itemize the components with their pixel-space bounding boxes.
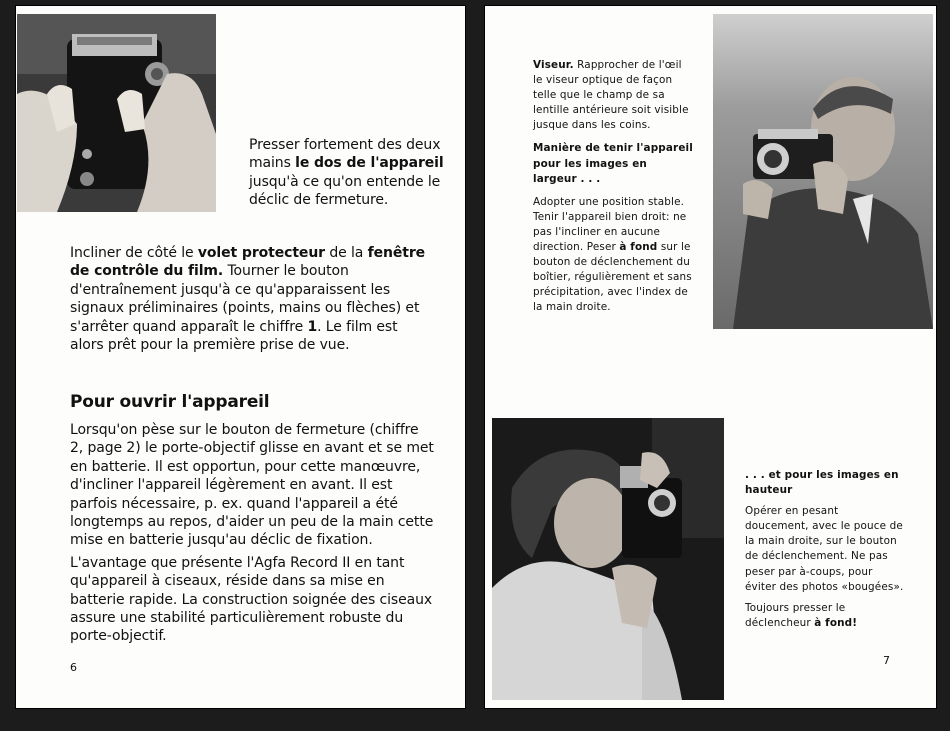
left-page	[16, 6, 465, 708]
heading-landscape-hold: Manière de tenir l'appareil pour les images en largeur . . .	[533, 142, 693, 185]
heading-portrait-hold: . . . et pour les images en hauteur	[745, 469, 899, 497]
paragraph-operer: Opérer en pesant doucement, avec le pouce de la main droite, sur le bouton de déclenchement. Ne pas peser par à-coups, pour éviter des photos «bougées».	[745, 505, 904, 593]
paragraph-open-camera	[70, 421, 434, 650]
right-page	[485, 6, 936, 708]
caption-close-camera: Presser fortement des deux mains le dos de l'appareil jusqu'à ce qu'on entende le déclic de fermeture.	[249, 137, 444, 209]
photo-man-holding-camera	[713, 14, 933, 329]
viseur-column	[533, 58, 693, 320]
paragraph-advantage: L'avantage que présente l'Agfa Record II en tant qu'appareil à ciseaux, réside dans sa mise en batterie rapide. La construction soignée des ciseaux assure une stabilité particulièrement robuste du porte-objectif.	[70, 554, 433, 645]
paragraph-film-window: Incliner de côté le volet protecteur de la fenêtre de contrôle du film. Tourner le bouton d'entraînement jusqu'à ce qu'apparaissent les signaux préliminaires (points, mains ou flèches) et s'arrêter quand apparaît le chiffre 1. Le film est alors prêt pour la première prise de vue.	[70, 245, 426, 354]
section-heading-open-camera: Pour ouvrir l'appareil	[70, 392, 270, 412]
paragraph-adopter: Adopter une position stable. Tenir l'appareil bien droit: ne pas l'incliner en aucune direction. Peser à fond sur le bouton de déclenchement du boîtier, régulièrement et sans précipitation, avec l'index de la main droite.	[533, 195, 692, 314]
paragraph-open-procedure: Lorsqu'on pèse sur le bouton de fermeture (chiffre 2, page 2) le porte-objectif glisse en avant et se met en batterie. Il est opportun, pour cette manœuvre, d'incliner l'appareil légèrement en avant. Il est parfois nécessaire, p. ex. quand l'appareil a été longtemps au repos, d'aider un peu de la main cette mise en batterie jusqu'au déclic de fixation.	[70, 422, 434, 549]
photo-hands-closing-camera	[17, 14, 216, 212]
page-number-right: 7	[883, 654, 890, 667]
paragraph-viseur: Viseur. Rapprocher de l'œil le viseur optique de façon telle que le champ de sa lentille antérieure soit visible jusque dans les coins.	[533, 59, 689, 132]
paragraph-toujours: Toujours presser le déclencheur à fond!	[745, 601, 858, 629]
photo-woman-holding-camera	[492, 418, 724, 700]
hauteur-column	[745, 468, 905, 635]
page-number-left: 6	[70, 661, 77, 674]
